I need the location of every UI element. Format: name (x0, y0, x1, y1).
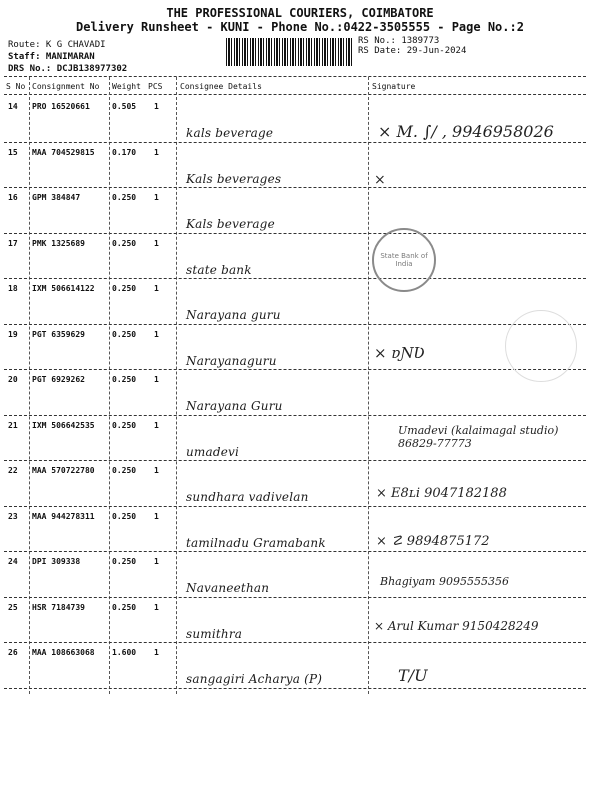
row-consignment-no: GPM 384847 (32, 193, 81, 202)
row-consignment-no: MAA 570722780 (32, 466, 95, 475)
row-consignee-name: Kals beverage (186, 217, 275, 231)
company-title: THE PROFESSIONAL COURIERS, COIMBATORE (166, 6, 434, 20)
row-consignment-no: MAA 944278311 (32, 511, 95, 521)
row-consignee-name: umadevi (186, 444, 240, 459)
row-consignment-no: MAA 704529815 (32, 147, 95, 157)
row-sno: 23 (8, 511, 18, 521)
row-signature: × ☡ 9894875172 (376, 533, 490, 549)
row-sno: 14 (8, 102, 18, 111)
col-divider (29, 77, 30, 694)
row-pcs: 1 (154, 648, 159, 657)
row-consignee-name: Narayana guru (186, 308, 281, 322)
row-weight: 0.505 (112, 102, 137, 111)
row-weight: 0.250 (112, 466, 137, 475)
row-consignee-name: Kals beverages (186, 171, 282, 186)
row-sno: 26 (8, 648, 18, 657)
row-consignee-name: sundhara vadivelan (186, 490, 309, 504)
row-signature: T/U (398, 666, 428, 685)
row-consignment-no: PGT 6929262 (32, 375, 85, 384)
row-pcs: 1 (154, 557, 159, 566)
row-sno: 24 (8, 557, 18, 566)
row-consignee-name: state bank (186, 262, 252, 277)
route-label: Route: K G CHAVADI (8, 40, 106, 50)
row-sno: 16 (8, 193, 18, 202)
col-header-sno: S No (6, 82, 26, 91)
row-weight: 0.250 (112, 329, 137, 339)
row-signature: × Arul Kumar 9150428249 (374, 618, 539, 633)
row-weight: 0.250 (112, 375, 137, 384)
row-weight: 0.250 (112, 602, 137, 612)
row-consignment-no: IXM 506614122 (32, 284, 95, 293)
row-pcs: 1 (154, 193, 159, 202)
row-pcs: 1 (154, 602, 159, 612)
row-divider (4, 597, 586, 598)
row-weight: 0.250 (112, 193, 137, 202)
row-weight: 0.250 (112, 284, 137, 293)
row-pcs: 1 (154, 511, 159, 521)
row-sno: 25 (8, 602, 18, 612)
row-consignment-no: HSR 7184739 (32, 602, 85, 612)
row-weight: 0.250 (112, 238, 137, 248)
row-signature: Bhagiyam 9095555356 (380, 575, 509, 588)
row-consignee-name: sangagiri Acharya (P) (186, 672, 323, 686)
row-divider (4, 278, 586, 279)
row-signature: Umadevi (kalaimagal studio) 86829-77773 (398, 423, 559, 450)
row-consignment-no: PRO 16520661 (32, 102, 90, 111)
header-bottom-rule (4, 94, 586, 95)
row-signature: × (374, 171, 386, 188)
row-pcs: 1 (154, 102, 159, 111)
row-sno: 22 (8, 466, 18, 475)
row-signature: × ɐƝƲ (374, 343, 425, 362)
drs-number: DRS No.: DCJB138977302 (8, 64, 128, 74)
runsheet-subtitle: Delivery Runsheet - KUNI - Phone No.:0422-3505555 - Page No.:2 (76, 20, 524, 34)
row-sno: 19 (8, 329, 18, 339)
col-header-consignment: Consignment No (32, 82, 100, 91)
row-weight: 1.600 (112, 648, 137, 657)
col-header-signature: Signature (372, 82, 416, 91)
row-divider (4, 233, 586, 234)
row-consignment-no: IXM 506642535 (32, 420, 95, 430)
row-consignment-no: PGT 6359629 (32, 329, 85, 339)
row-divider (4, 142, 586, 143)
bank-stamp: State Bank of India (372, 228, 436, 292)
col-header-consignee: Consignee Details (180, 82, 262, 91)
row-pcs: 1 (154, 375, 159, 384)
col-divider (109, 77, 110, 694)
row-divider (4, 187, 586, 188)
row-signature: × E8ʟi 9047182188 (376, 486, 507, 501)
row-signature: × M. ∫/ , 9946958026 (378, 122, 554, 141)
row-divider (4, 551, 586, 552)
row-consignment-no: MAA 108663068 (32, 648, 95, 657)
row-pcs: 1 (154, 420, 159, 430)
row-sno: 21 (8, 420, 18, 430)
row-consignee-name: Narayana Guru (186, 399, 283, 413)
col-divider (176, 77, 177, 694)
row-divider (4, 506, 586, 507)
row-pcs: 1 (154, 284, 159, 293)
col-header-pcs: PCS (148, 82, 163, 91)
row-consignee-name: sumithra (186, 626, 243, 641)
row-consignee-name: kals beverage (186, 126, 274, 140)
row-sno: 17 (8, 238, 18, 248)
row-divider (4, 369, 586, 370)
row-divider (4, 324, 586, 325)
row-consignment-no: PMK 1325689 (32, 238, 85, 248)
row-divider (4, 460, 586, 461)
row-sno: 20 (8, 375, 18, 384)
row-weight: 0.250 (112, 511, 137, 521)
row-weight: 0.170 (112, 147, 137, 157)
row-divider (4, 415, 586, 416)
row-sno: 15 (8, 147, 18, 157)
staff-label: Staff: MANIMARAN (8, 52, 95, 62)
rs-date: RS Date: 29-Jun-2024 (358, 46, 467, 56)
row-consignee-name: Navaneethan (186, 581, 270, 595)
row-pcs: 1 (154, 466, 159, 475)
row-pcs: 1 (154, 329, 159, 339)
rs-number: RS No.: 1389773 (358, 36, 440, 46)
col-divider (368, 77, 369, 694)
faint-stamp (505, 310, 577, 382)
row-consignee-name: tamilnadu Gramabank (186, 535, 326, 550)
row-consignment-no: DPI 309338 (32, 557, 81, 566)
row-divider (4, 642, 586, 643)
row-weight: 0.250 (112, 420, 137, 430)
row-pcs: 1 (154, 238, 159, 248)
row-consignee-name: Narayanaguru (186, 353, 277, 368)
row-sno: 18 (8, 284, 18, 293)
row-divider (4, 688, 586, 689)
header-top-rule (4, 76, 586, 77)
col-header-weight: Weight (112, 82, 141, 91)
barcode (226, 38, 352, 66)
row-pcs: 1 (154, 147, 159, 157)
row-weight: 0.250 (112, 557, 137, 566)
